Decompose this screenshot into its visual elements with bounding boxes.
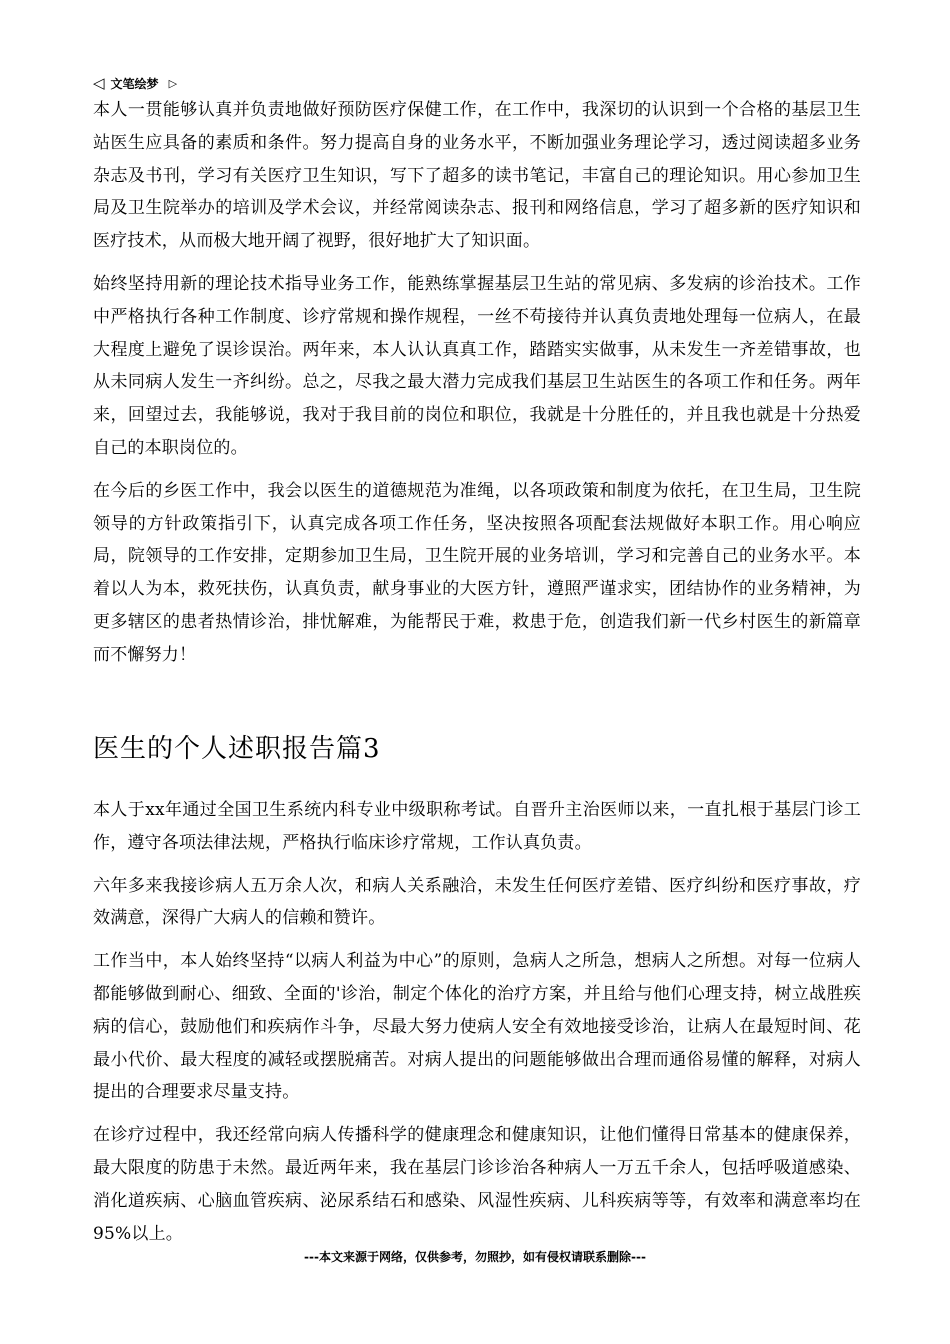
triangle-left-icon: ◁ [93,73,105,92]
section-1-body [93,94,861,682]
paragraph: 在今后的乡医工作中，我会以医生的道德规范为准绳，以各项政策和制度为依托，在卫生局，卫生院领导的方针政策指引下，认真完成各项工作任务，坚决按照各项配套法规做好本职工作。用心响应局，院领导的工作安排，定期参加卫生局，卫生院开展的业务培训，学习和完善自己的业务水平。本着以人为本，救死扶伤，认真负责，献身事业的大医方针，遵照严谨求实，团结协作的业务精神，为更多辖区的患者热情诊治，排忧解难，为能帮民于难，救患于危，创造我们新一代乡村医生的新篇章而不懈努力！ [93,480,861,665]
header-title: 文笔绘梦 [110,76,159,91]
paragraph: 在诊疗过程中，我还经常向病人传播科学的健康理念和健康知识，让他们懂得日常基本的健康保养，最大限度的防患于未然。最近两年来，我在基层门诊诊治各种病人一万五千余人，包括呼吸道感染、消化道疾病、心脑血管疾病、泌尿系结石和感染、风湿性疾病、儿科疾病等等，有效率和满意率均在95%以上。 [93,1125,861,1244]
paragraph: 本人于xx年通过全国卫生系统内科专业中级职称考试。自晋升主治医师以来，一直扎根于基层门诊工作，遵守各项法律法规，严格执行临床诊疗常规，工作认真负责。 [93,800,861,853]
page-header [93,72,177,94]
section-2-body [93,794,861,1260]
triangle-right-icon: ▷ [168,76,178,90]
paragraph: 始终坚持用新的理论技术指导业务工作，能熟练掌握基层卫生站的常见病、多发病的诊治技术。工作中严格执行各种工作制度、诊疗常规和操作规程，一丝不苟接待并认真负责地处理每一位病人，在最大程度上避免了误诊误治。两年来，本人认认真真工作，踏踏实实做事，从未发生一齐差错事故，也从未同病人发生一齐纠纷。总之，尽我之最大潜力完成我们基层卫生站医生的各项工作和任务。两年来，回望过去，我能够说，我对于我目前的岗位和职位，我就是十分胜任的，并且我也就是十分热爱自己的本职岗位的。 [93,273,861,458]
paragraph: 本人一贯能够认真并负责地做好预防医疗保健工作，在工作中，我深切的认识到一个合格的基层卫生站医生应具备的素质和条件。努力提高自身的业务水平，不断加强业务理论学习，透过阅读超多业务杂志及书刊，学习有关医疗卫生知识，写下了超多的读书笔记，丰富自己的理论知识。用心参加卫生局及卫生院举办的培训及学术会议，并经常阅读杂志、报刊和网络信息，学习了超多新的医疗知识和医疗技术，从而极大地开阔了视野，很好地扩大了知识面。 [93,100,861,252]
page-footer: ---本文来源于网络，仅供参考，勿照抄，如有侵权请联系删除--- [304,1250,646,1264]
paragraph: 六年多来我接诊病人五万余人次，和病人关系融洽，未发生任何医疗差错、医疗纠纷和医疗事故，疗效满意，深得广大病人的信赖和赞许。 [93,875,861,929]
paragraph: 工作当中，本人始终坚持“以病人利益为中心”的原则，急病人之所急，想病人之所想。对每一位病人都能够做到耐心、细致、全面的'诊治，制定个体化的治疗方案，并且给与他们心理支持，树立战胜疾病的信心，鼓励他们和疾病作斗争，尽最大努力使病人安全有效地接受诊治，让病人在最短时间、花最小代价、最大程度的减轻或摆脱痛苦。对病人提出的问题能够做出合理而通俗易懂的解释，对病人提出的合理要求尽量支持。 [93,951,861,1103]
section-heading: 医生的个人述职报告篇3 [93,734,381,764]
